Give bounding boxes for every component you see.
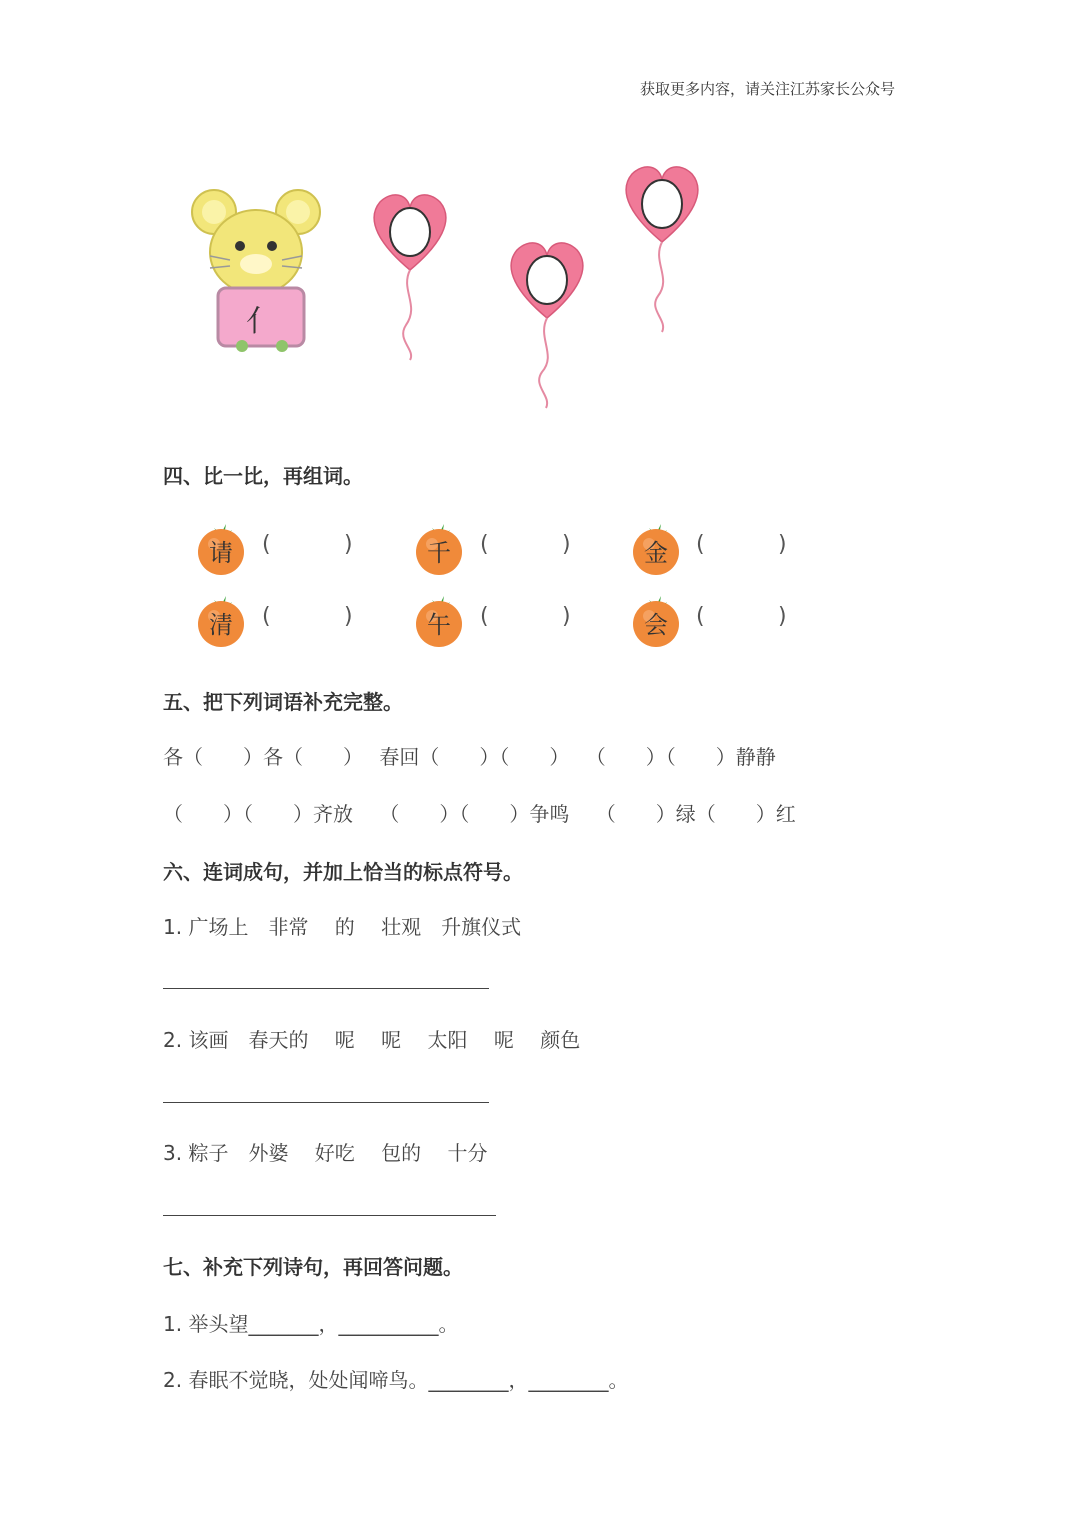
balloon-1: [374, 195, 446, 360]
orange-icon: [631, 592, 683, 648]
paren-close: ): [344, 604, 353, 629]
section5-line-1: 各（ ）各（ ） 春回（ ）（ ） （ ）（ ）静静: [163, 745, 776, 769]
section7-item-1: 1. 举头望_______，__________。: [163, 1312, 459, 1336]
orange-icon: [196, 520, 248, 576]
paren-open: (: [480, 604, 489, 629]
fruit-char: 清: [209, 611, 233, 639]
fruit-char: 会: [644, 611, 668, 639]
fruit-char: 请: [209, 539, 233, 567]
paren-close: ): [778, 604, 787, 629]
section7-item-2: 2. 春眠不觉晓，处处闻啼鸟。________，________。: [163, 1368, 629, 1392]
section4-row-2: [196, 592, 836, 648]
paren-open: (: [696, 604, 705, 629]
section4-row-1: [196, 520, 836, 576]
balloon-2: [511, 243, 583, 408]
paren-open: (: [696, 532, 705, 557]
section6-item-1: 1. 广场上 非常 的 壮观 升旗仪式: [163, 915, 522, 939]
paren-close: ): [778, 532, 787, 557]
paren-open: (: [480, 532, 489, 557]
section6-title: 六、连词成句，并加上恰当的标点符号。: [163, 860, 523, 884]
section7-title: 七、补充下列诗句，再回答问题。: [163, 1255, 463, 1279]
section6-item-2: 2. 该画 春天的 呢 呢 太阳 呢 颜色: [163, 1028, 581, 1052]
section4-title: 四、比一比，再组词。: [163, 464, 363, 488]
orange-icon: [631, 520, 683, 576]
section5-line-2: （ ）（ ）齐放 （ ）（ ）争鸣 （ ）绿（ ）红: [163, 802, 796, 826]
paren-close: ): [344, 532, 353, 557]
paren-close: ): [562, 604, 571, 629]
section5-title: 五、把下列词语补充完整。: [163, 690, 403, 714]
fruit-char: 午: [427, 611, 451, 639]
fruit-char: 千: [427, 539, 451, 567]
paren-open: (: [262, 604, 271, 629]
answer-line-3[interactable]: [163, 1215, 496, 1216]
orange-icon: [414, 592, 466, 648]
balloon-3: [626, 167, 698, 332]
answer-line-2[interactable]: [163, 1102, 489, 1103]
fruit-char: 金: [644, 539, 668, 567]
header-note: 获取更多内容，请关注江苏家长公众号: [640, 80, 896, 98]
paren-open: (: [262, 532, 271, 557]
orange-icon: [196, 592, 248, 648]
answer-line-1[interactable]: [163, 988, 489, 989]
paren-close: ): [562, 532, 571, 557]
section6-item-3: 3. 粽子 外婆 好吃 包的 十分: [163, 1141, 488, 1165]
mouse-card-char: 亻: [246, 304, 276, 339]
illustration: [180, 160, 740, 420]
orange-icon: [414, 520, 466, 576]
